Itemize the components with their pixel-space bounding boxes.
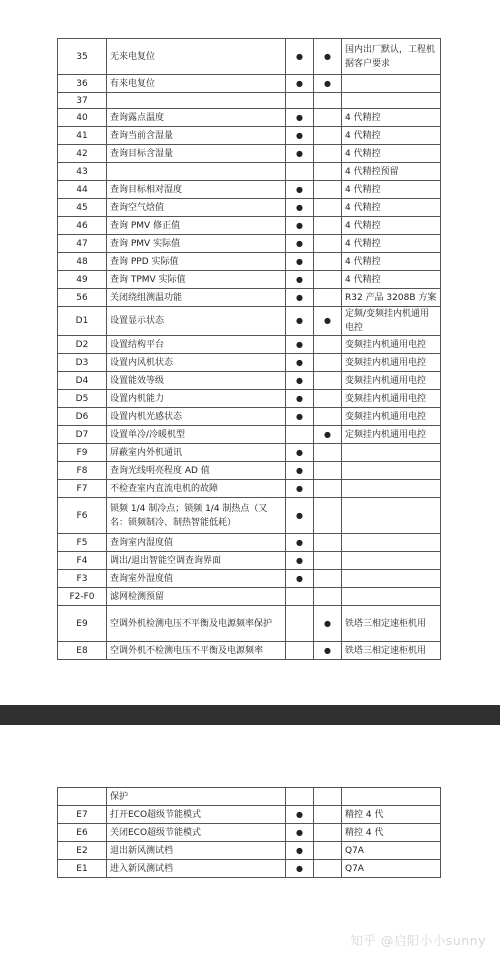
table-row xyxy=(58,806,441,824)
code-cell: 35 xyxy=(58,39,107,75)
table-row xyxy=(58,75,441,93)
note-cell xyxy=(342,462,441,480)
table-row xyxy=(58,235,441,253)
mark-cell-1: ● xyxy=(286,75,314,93)
spec-table-top-body xyxy=(58,39,441,660)
note-cell xyxy=(342,75,441,93)
note-cell xyxy=(342,552,441,570)
mark-cell-1 xyxy=(286,93,314,109)
code-cell: F6 xyxy=(58,498,107,534)
note-cell: 4 代精控 xyxy=(342,235,441,253)
note-cell xyxy=(342,588,441,606)
function-name-cell: 打开ECO超级节能模式 xyxy=(107,806,286,824)
mark-cell-1 xyxy=(286,788,314,806)
function-name-cell: 空调外机不检测电压不平衡及电源频率 xyxy=(107,642,286,660)
mark-cell-2 xyxy=(314,289,342,307)
function-name-cell: 无来电复位 xyxy=(107,39,286,75)
table-row xyxy=(58,788,441,806)
function-name-cell: 滤网检测预留 xyxy=(107,588,286,606)
note-cell: 4 代精控 xyxy=(342,127,441,145)
mark-cell-2 xyxy=(314,93,342,109)
note-cell: R32 产品 3208B 方案 xyxy=(342,289,441,307)
code-cell: 46 xyxy=(58,217,107,235)
mark-cell-2: ● xyxy=(314,307,342,336)
mark-cell-2 xyxy=(314,390,342,408)
function-name-cell: 设置内机光感状态 xyxy=(107,408,286,426)
code-cell: F2-F0 xyxy=(58,588,107,606)
mark-cell-2 xyxy=(314,354,342,372)
mark-cell-1: ● xyxy=(286,199,314,217)
note-cell xyxy=(342,534,441,552)
function-name-cell: 查询 PMV 实际值 xyxy=(107,235,286,253)
note-cell: Q7A xyxy=(342,860,441,878)
table-row xyxy=(58,289,441,307)
mark-cell-1: ● xyxy=(286,390,314,408)
mark-cell-2 xyxy=(314,372,342,390)
mark-cell-1 xyxy=(286,642,314,660)
mark-cell-1: ● xyxy=(286,235,314,253)
function-name-cell: 查询室内湿度值 xyxy=(107,534,286,552)
code-cell: E6 xyxy=(58,824,107,842)
mark-cell-1: ● xyxy=(286,145,314,163)
function-name-cell: 查询 PPD 实际值 xyxy=(107,253,286,271)
function-name-cell: 保护 xyxy=(107,788,286,806)
function-name-cell: 设置能效等级 xyxy=(107,372,286,390)
code-cell: D1 xyxy=(58,307,107,336)
table-row xyxy=(58,39,441,75)
table-row xyxy=(58,534,441,552)
mark-cell-2 xyxy=(314,109,342,127)
note-cell: 4 代精控 xyxy=(342,253,441,271)
mark-cell-1: ● xyxy=(286,480,314,498)
function-name-cell: 查询室外湿度值 xyxy=(107,570,286,588)
mark-cell-2 xyxy=(314,235,342,253)
code-cell: 36 xyxy=(58,75,107,93)
table-row xyxy=(58,606,441,642)
note-cell: 变频挂内机通用电控 xyxy=(342,408,441,426)
code-cell: F8 xyxy=(58,462,107,480)
mark-cell-1: ● xyxy=(286,444,314,462)
note-cell: 铁塔三相定速柜机用 xyxy=(342,642,441,660)
code-cell: E2 xyxy=(58,842,107,860)
mark-cell-1: ● xyxy=(286,354,314,372)
table-row xyxy=(58,480,441,498)
spec-table-bottom xyxy=(57,787,441,878)
table-row xyxy=(58,824,441,842)
function-name-cell: 查询当前含湿量 xyxy=(107,127,286,145)
mark-cell-2 xyxy=(314,552,342,570)
function-name-cell: 设置结构平台 xyxy=(107,336,286,354)
mark-cell-2 xyxy=(314,127,342,145)
mark-cell-1 xyxy=(286,426,314,444)
function-name-cell: 查询光线明亮程度 AD 值 xyxy=(107,462,286,480)
code-cell: E1 xyxy=(58,860,107,878)
table-row xyxy=(58,552,441,570)
note-cell: 4 代精控 xyxy=(342,181,441,199)
code-cell: D6 xyxy=(58,408,107,426)
code-cell: 49 xyxy=(58,271,107,289)
mark-cell-2 xyxy=(314,842,342,860)
mark-cell-2 xyxy=(314,498,342,534)
code-cell: D5 xyxy=(58,390,107,408)
note-cell: 精控 4 代 xyxy=(342,824,441,842)
table-row xyxy=(58,181,441,199)
watermark-text: 知乎 @启阳小小sunny xyxy=(350,933,486,948)
mark-cell-1: ● xyxy=(286,498,314,534)
code-cell: 42 xyxy=(58,145,107,163)
mark-cell-1: ● xyxy=(286,842,314,860)
code-cell: 37 xyxy=(58,93,107,109)
mark-cell-2 xyxy=(314,788,342,806)
code-cell: 43 xyxy=(58,163,107,181)
mark-cell-1 xyxy=(286,606,314,642)
code-cell: E8 xyxy=(58,642,107,660)
mark-cell-2 xyxy=(314,217,342,235)
mark-cell-1: ● xyxy=(286,534,314,552)
mark-cell-2: ● xyxy=(314,426,342,444)
mark-cell-1: ● xyxy=(286,271,314,289)
table-row xyxy=(58,93,441,109)
mark-cell-1: ● xyxy=(286,307,314,336)
mark-cell-1: ● xyxy=(286,860,314,878)
mark-cell-2 xyxy=(314,408,342,426)
function-name-cell xyxy=(107,163,286,181)
table-row xyxy=(58,163,441,181)
note-cell: 变频挂内机通用电控 xyxy=(342,336,441,354)
mark-cell-1: ● xyxy=(286,336,314,354)
code-cell: D4 xyxy=(58,372,107,390)
note-cell: 4 代精控 xyxy=(342,217,441,235)
code-cell: F3 xyxy=(58,570,107,588)
mark-cell-2 xyxy=(314,462,342,480)
function-name-cell: 有来电复位 xyxy=(107,75,286,93)
note-cell: 4 代精控 xyxy=(342,271,441,289)
function-name-cell: 查询露点温度 xyxy=(107,109,286,127)
page-separator-bar xyxy=(0,705,500,725)
table-row xyxy=(58,307,441,336)
code-cell: F9 xyxy=(58,444,107,462)
function-name-cell: 设置内机能力 xyxy=(107,390,286,408)
table-row xyxy=(58,127,441,145)
mark-cell-2 xyxy=(314,534,342,552)
table-row xyxy=(58,336,441,354)
code-cell: 44 xyxy=(58,181,107,199)
function-name-cell: 设置显示状态 xyxy=(107,307,286,336)
spec-table-top xyxy=(57,38,441,660)
function-name-cell: 不检查室内直流电机的故障 xyxy=(107,480,286,498)
mark-cell-2: ● xyxy=(314,39,342,75)
mark-cell-2 xyxy=(314,806,342,824)
mark-cell-1: ● xyxy=(286,570,314,588)
function-name-cell: 进入新风测试档 xyxy=(107,860,286,878)
note-cell: 定频/变频挂内机通用电控 xyxy=(342,307,441,336)
function-name-cell: 调出/退出智能空调查询界面 xyxy=(107,552,286,570)
mark-cell-1: ● xyxy=(286,824,314,842)
table-row xyxy=(58,199,441,217)
function-name-cell: 退出新风测试档 xyxy=(107,842,286,860)
mark-cell-1 xyxy=(286,588,314,606)
function-name-cell: 关闭绕组测温功能 xyxy=(107,289,286,307)
note-cell xyxy=(342,570,441,588)
table-row xyxy=(58,842,441,860)
spec-table-bottom-body xyxy=(58,788,441,878)
mark-cell-2: ● xyxy=(314,642,342,660)
function-name-cell: 空调外机检测电压不平衡及电源频率保护 xyxy=(107,606,286,642)
note-cell: 变频挂内机通用电控 xyxy=(342,372,441,390)
note-cell: 变频挂内机通用电控 xyxy=(342,390,441,408)
mark-cell-1: ● xyxy=(286,372,314,390)
note-cell: 铁塔三相定速柜机用 xyxy=(342,606,441,642)
code-cell xyxy=(58,788,107,806)
function-name-cell: 查询目标含湿量 xyxy=(107,145,286,163)
code-cell: 48 xyxy=(58,253,107,271)
function-name-cell: 查询空气焓值 xyxy=(107,199,286,217)
mark-cell-1: ● xyxy=(286,253,314,271)
code-cell: E9 xyxy=(58,606,107,642)
mark-cell-1: ● xyxy=(286,109,314,127)
code-cell: 41 xyxy=(58,127,107,145)
table-row xyxy=(58,271,441,289)
code-cell: 40 xyxy=(58,109,107,127)
mark-cell-2: ● xyxy=(314,75,342,93)
mark-cell-1: ● xyxy=(286,127,314,145)
table-row xyxy=(58,498,441,534)
table-row xyxy=(58,372,441,390)
table-row xyxy=(58,408,441,426)
mark-cell-2 xyxy=(314,253,342,271)
code-cell: F5 xyxy=(58,534,107,552)
mark-cell-1: ● xyxy=(286,408,314,426)
note-cell: 4 代精控 xyxy=(342,199,441,217)
mark-cell-2 xyxy=(314,860,342,878)
mark-cell-2 xyxy=(314,588,342,606)
code-cell: D3 xyxy=(58,354,107,372)
table-row xyxy=(58,217,441,235)
mark-cell-2: ● xyxy=(314,606,342,642)
function-name-cell: 查询目标相对湿度 xyxy=(107,181,286,199)
mark-cell-1 xyxy=(286,163,314,181)
function-name-cell: 设置单冷/冷暖机型 xyxy=(107,426,286,444)
mark-cell-2 xyxy=(314,336,342,354)
table-row xyxy=(58,462,441,480)
note-cell: Q7A xyxy=(342,842,441,860)
table-row xyxy=(58,145,441,163)
mark-cell-1: ● xyxy=(286,217,314,235)
mark-cell-2 xyxy=(314,480,342,498)
note-cell xyxy=(342,498,441,534)
code-cell: D7 xyxy=(58,426,107,444)
mark-cell-1: ● xyxy=(286,806,314,824)
note-cell: 精控 4 代 xyxy=(342,806,441,824)
function-name-cell: 关闭ECO超级节能模式 xyxy=(107,824,286,842)
mark-cell-1: ● xyxy=(286,181,314,199)
table-row xyxy=(58,390,441,408)
note-cell: 定频挂内机通用电控 xyxy=(342,426,441,444)
code-cell: D2 xyxy=(58,336,107,354)
function-name-cell: 锁频 1/4 制冷点；锁频 1/4 制热点（又名：锁频制冷、制热智能低耗） xyxy=(107,498,286,534)
table-row xyxy=(58,426,441,444)
code-cell: E7 xyxy=(58,806,107,824)
mark-cell-2 xyxy=(314,570,342,588)
note-cell xyxy=(342,788,441,806)
code-cell: 47 xyxy=(58,235,107,253)
note-cell xyxy=(342,480,441,498)
mark-cell-1: ● xyxy=(286,462,314,480)
note-cell: 4 代精控预留 xyxy=(342,163,441,181)
note-cell xyxy=(342,444,441,462)
mark-cell-2 xyxy=(314,824,342,842)
mark-cell-1: ● xyxy=(286,39,314,75)
note-cell: 4 代精控 xyxy=(342,109,441,127)
function-name-cell xyxy=(107,93,286,109)
code-cell: 56 xyxy=(58,289,107,307)
function-name-cell: 屏蔽室内外机通讯 xyxy=(107,444,286,462)
mark-cell-2 xyxy=(314,181,342,199)
mark-cell-2 xyxy=(314,271,342,289)
mark-cell-2 xyxy=(314,444,342,462)
table-row xyxy=(58,588,441,606)
table-row xyxy=(58,444,441,462)
code-cell: 45 xyxy=(58,199,107,217)
table-row xyxy=(58,253,441,271)
code-cell: F4 xyxy=(58,552,107,570)
table-row xyxy=(58,354,441,372)
note-cell: 国内出厂默认，工程机据客户要求 xyxy=(342,39,441,75)
mark-cell-2 xyxy=(314,199,342,217)
table-row xyxy=(58,109,441,127)
table-row xyxy=(58,860,441,878)
function-name-cell: 查询 TPMV 实际值 xyxy=(107,271,286,289)
note-cell: 变频挂内机通用电控 xyxy=(342,354,441,372)
function-name-cell: 设置内风机状态 xyxy=(107,354,286,372)
code-cell: F7 xyxy=(58,480,107,498)
table-row xyxy=(58,642,441,660)
function-name-cell: 查询 PMV 修正值 xyxy=(107,217,286,235)
mark-cell-1: ● xyxy=(286,289,314,307)
note-cell xyxy=(342,93,441,109)
mark-cell-2 xyxy=(314,163,342,181)
mark-cell-1: ● xyxy=(286,552,314,570)
note-cell: 4 代精控 xyxy=(342,145,441,163)
mark-cell-2 xyxy=(314,145,342,163)
table-row xyxy=(58,570,441,588)
